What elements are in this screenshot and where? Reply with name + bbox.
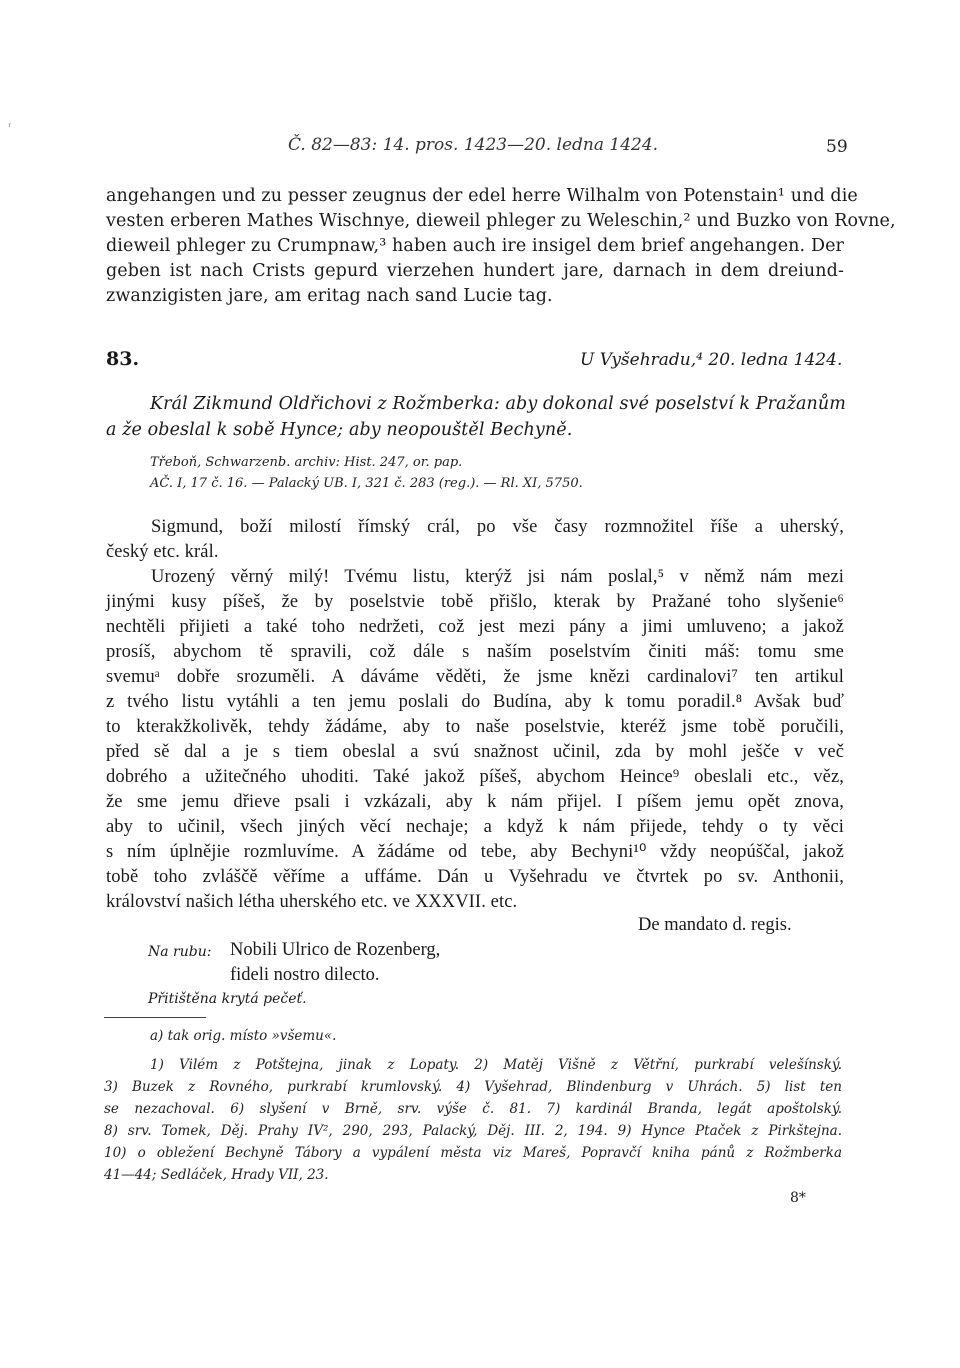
page-number: 59 — [826, 137, 848, 157]
margin-mark: ⸢ — [8, 123, 12, 134]
text-line: z tvého listu vytáhli a ten jemu poslali do Budína, aby k tomu poradil.⁸ Avšak buď — [106, 692, 844, 712]
dorsal-address: fideli nostro dilecto. — [230, 965, 380, 985]
doc82-line: vesten erberen Mathes Wischnye, dieweil phleger zu Weleschin,² und Buzko von Rovne, — [106, 211, 896, 231]
seal-note: Přitištěna krytá pečeť. — [148, 991, 307, 1007]
dorsal-label: Na rubu: — [148, 944, 212, 960]
text-line: nechtěli přijieti a také toho nedržeti, což jest mezi pány a jimi umluveno; a jakož — [106, 617, 844, 637]
regest-line: Král Zikmund Oldřichovi z Rožmberka: aby dokonal své poselství k Pražanům — [150, 394, 846, 414]
text-line: aby to učinil, všech jiných věcí nechaje; a když k nám přijede, tehdy o ty věci — [106, 817, 844, 837]
text-line: že sme jemu dřieve psali i vzkázali, aby k nám přijel. I píšem jemu opět znova, — [106, 792, 844, 812]
text-line: Urozený věrný milý! Tvému listu, kterýž jsi nám poslal,⁵ v němž nám mezi — [151, 567, 844, 587]
text-line: před sě dal a je s tiem obeslal a svú snažnost učinil, zda by mohl ješče v več — [106, 742, 844, 762]
doc82-line: dieweil phleger zu Crumpnaw,³ haben auch ire insigel dem brief angehangen. Der — [106, 236, 844, 256]
archive-source: Třeboň, Schwarzenb. archiv: Hist. 247, or. pap. — [150, 455, 463, 470]
footnote-line: se nezachoval. 6) slyšení v Brně, srv. výše č. 81. 7) kardinál Branda, legát apoštolský. — [104, 1101, 842, 1117]
text-line: tobě toho zvláščě věříme a uffáme. Dán u Vyšehradu ve čtvrtek po sv. Anthonii, — [106, 867, 844, 887]
text-line: český etc. král. — [106, 542, 219, 562]
mandate-note: De mandato d. regis. — [638, 915, 792, 935]
text-line: království našich létha uherského etc. ve XXXVII. etc. — [106, 892, 518, 912]
text-line: s ním úplnějie rozmluvíme. A žádáme od tebe, aby Bechyni¹⁰ vždy neopúščal, jakož — [106, 842, 844, 862]
text-line: svemuᵃ dobře srozuměli. A dáváme věděti, že jsme knězi cardinalovi⁷ ten artikul — [106, 667, 844, 687]
running-title: Č. 82—83: 14. pros. 1423—20. ledna 1424. — [288, 135, 659, 155]
place-date: U Vyšehradu,⁴ 20. ledna 1424. — [580, 350, 843, 370]
signature-mark: 8* — [790, 1190, 806, 1206]
text-line: prosíš, abychom tě spravili, což dále s naším poselstvím činiti máš: tomu sme — [106, 642, 844, 662]
text-line: jinými kusy píšeš, že by poselstvie tobě přišlo, kterak by Pražané toho slyšenie⁶ — [106, 592, 844, 612]
document-number: 83. — [106, 348, 140, 370]
regest-line: a že obeslal k sobě Hynce; aby neopouštěl Bechyně. — [106, 420, 573, 440]
footnote-line: 3) Buzek z Rovného, purkrabí krumlovský. 4) Vyšehrad, Blindenburg v Uhrách. 5) list ten — [104, 1079, 842, 1095]
text-line: Sigmund, boží milostí římský crál, po vše časy rozmnožitel říše a uherský, — [151, 517, 844, 537]
text-line: to kterakžkolivěk, tehdy žádáme, aby to naše poselstvie, kteréž jsme tobě poručili, — [106, 717, 844, 737]
footnote-a: a) tak orig. místo »všemu«. — [150, 1028, 337, 1044]
doc82-line: angehangen und zu pesser zeugnus der edel herre Wilhalm von Potenstain¹ und die — [106, 186, 858, 206]
doc82-line: zwanzigisten jare, am eritag nach sand Lucie tag. — [106, 286, 553, 306]
text-line: dobrého a užitečného uhoditi. Také jakož píšeš, abychom Heince⁹ obeslali etc., věz, — [106, 767, 844, 787]
doc82-line: geben ist nach Crists gepurd vierzehen hundert jare, darnach in dem dreiund- — [106, 261, 844, 281]
footnote-line: 41—44; Sedláček, Hrady VII, 23. — [104, 1167, 329, 1183]
footnote-line: 8) srv. Tomek, Děj. Prahy IV², 290, 293, Palacký, Děj. III. 2, 194. 9) Hynce Ptaček z Pirkštejna. — [104, 1123, 842, 1139]
footnote-line: 1) Vilém z Potštejna, jinak z Lopaty. 2) Matěj Višně z Větřní, purkrabí velešínský. — [150, 1057, 842, 1073]
footnote-line: 10) o obležení Bechyně Tábory a vypálení města viz Mareš, Popravčí kniha pánů z Rožmberka — [104, 1145, 842, 1161]
footnote-rule — [104, 1017, 206, 1018]
dorsal-address: Nobili Ulrico de Rozenberg, — [230, 940, 441, 960]
edition-references: AČ. I, 17 č. 16. — Palacký UB. I, 321 č. 283 (reg.). — Rl. XI, 5750. — [150, 476, 583, 491]
